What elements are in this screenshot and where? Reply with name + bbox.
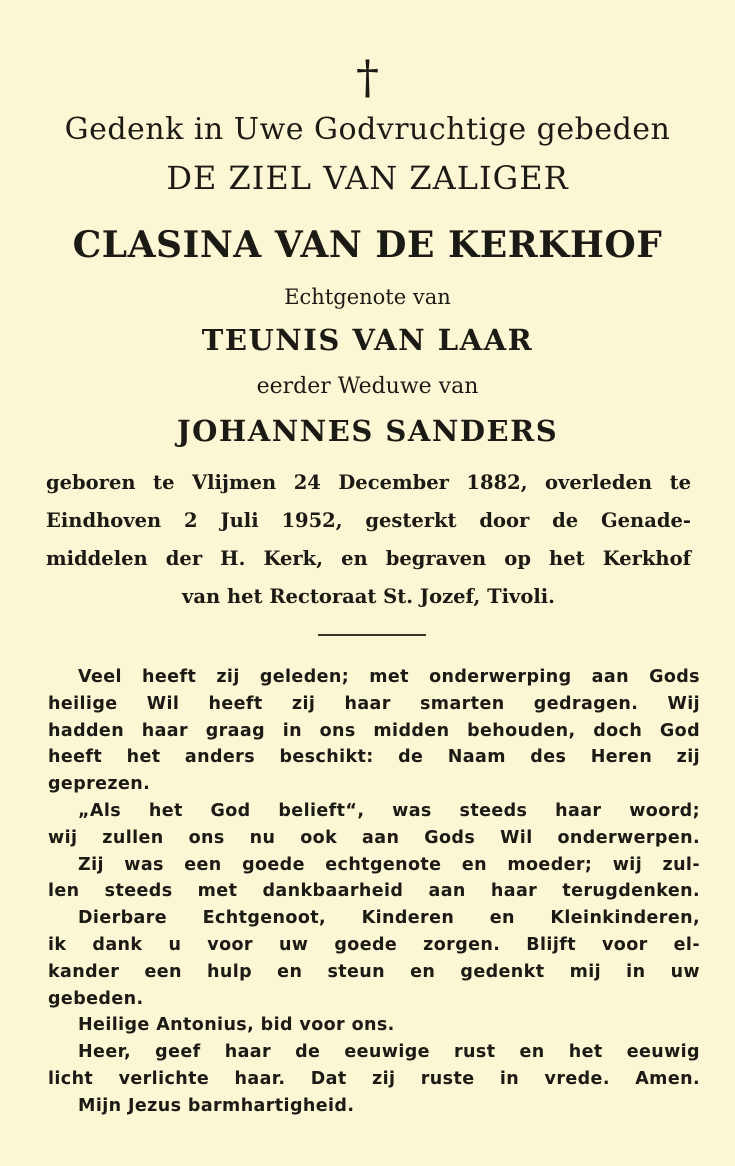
verse-line: Heer, geef haar de eeuwige rust en het eeuwig bbox=[78, 1042, 700, 1063]
cross-icon: † bbox=[356, 50, 379, 104]
verse-line: Mijn Jezus barmhartigheid. bbox=[78, 1095, 355, 1116]
verse-line: heeft het anders beschikt: de Naam des Heren zij bbox=[48, 747, 700, 768]
bio-line: Eindhoven 2 Juli 1952, gesterkt door de Genade- bbox=[46, 509, 691, 532]
verse-line: len steeds met dankbaarheid aan haar terugdenken. bbox=[48, 881, 700, 902]
verse-line: Zij was een goede echtgenote en moeder; wij zul- bbox=[78, 854, 700, 875]
deceased-name: CLASINA VAN DE KERKHOF bbox=[72, 224, 663, 266]
verse-line: Heilige Antonius, bid voor ons. bbox=[78, 1015, 395, 1036]
bio-line: middelen der H. Kerk, en begraven op het Kerkhof bbox=[46, 547, 691, 570]
divider bbox=[318, 634, 426, 636]
biography bbox=[46, 464, 691, 616]
verse-line: heilige Wil heeft zij haar smarten gedragen. Wij bbox=[48, 693, 700, 714]
soul-heading: DE ZIEL VAN ZALIGER bbox=[166, 159, 569, 197]
spouse-name: TEUNIS VAN LAAR bbox=[201, 323, 534, 357]
verse-line: hadden haar graag in ons midden behouden, doch God bbox=[48, 720, 700, 741]
verse-line: geprezen. bbox=[48, 774, 151, 795]
verse-line: Dierbare Echtgenoot, Kinderen en Kleinkinderen, bbox=[78, 908, 700, 929]
prayer-heading: Gedenk in Uwe Godvruchtige gebeden bbox=[64, 112, 671, 147]
verse-line: gebeden. bbox=[48, 988, 144, 1009]
verse-line: Veel heeft zij geleden; met onderwerping aan Gods bbox=[78, 667, 700, 687]
first-husband-name: JOHANNES SANDERS bbox=[176, 414, 559, 448]
spouse-label: Echtgenote van bbox=[284, 285, 451, 309]
widow-label: eerder Weduwe van bbox=[256, 374, 479, 399]
verse-line: licht verlichte haar. Dat zij ruste in vrede. Amen. bbox=[48, 1068, 700, 1089]
verse-text bbox=[48, 664, 700, 1120]
verse-line: kander een hulp en steun en gedenkt mij in uw bbox=[48, 961, 700, 982]
verse-line: ik dank u voor uw goede zorgen. Blijft voor el- bbox=[48, 934, 700, 955]
verse-line: wij zullen ons nu ook aan Gods Wil onderwerpen. bbox=[48, 827, 700, 848]
verse-line: „Als het God belieft“, was steeds haar woord; bbox=[78, 800, 700, 821]
bio-line: geboren te Vlijmen 24 December 1882, overleden te bbox=[46, 471, 691, 494]
bio-line: van het Rectoraat St. Jozef, Tivoli. bbox=[182, 585, 555, 608]
